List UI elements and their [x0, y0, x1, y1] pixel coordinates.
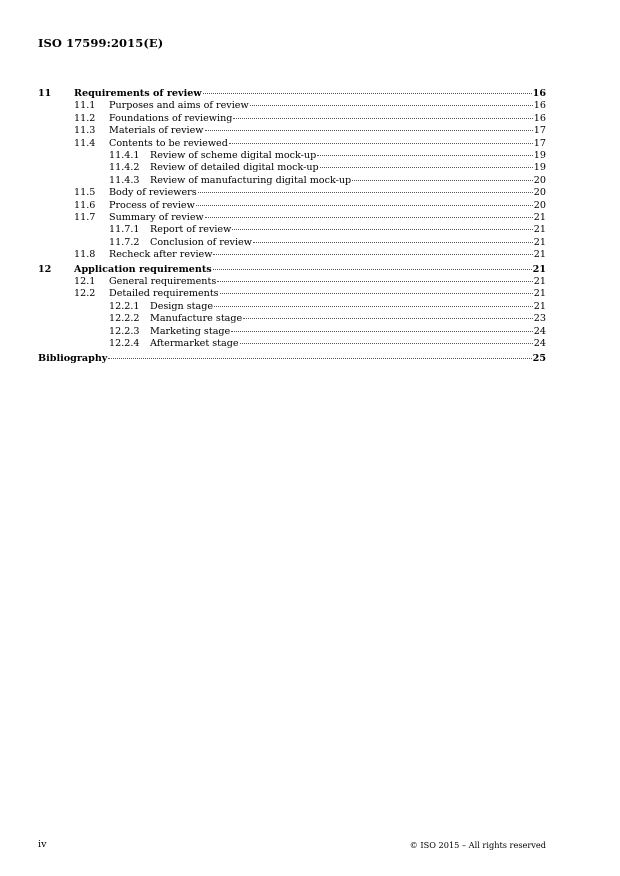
toc-entry-title: Conclusion of review [150, 236, 252, 248]
toc-dot-leader [108, 358, 531, 359]
toc-entry[interactable] [38, 150, 546, 162]
toc-entry-number: 12.2.2 [109, 313, 140, 325]
toc-entry-title: Process of review [109, 199, 195, 211]
toc-entry[interactable] [38, 264, 546, 276]
toc-entry-page: 21 [533, 236, 546, 248]
toc-entry-body [150, 150, 546, 162]
toc-entry-title: Detailed requirements [109, 288, 219, 300]
toc-entry[interactable] [38, 276, 546, 288]
toc-entry[interactable] [38, 125, 546, 137]
toc-entry[interactable] [38, 353, 546, 365]
toc-entry-title: Review of manufacturing digital mock-up [150, 174, 352, 186]
toc-entry-title: Aftermarket stage [150, 338, 239, 349]
toc-entry[interactable] [38, 338, 546, 350]
toc-entry[interactable] [38, 138, 546, 150]
toc-entry-title: Marketing stage [150, 325, 231, 337]
toc-entry-body [150, 326, 546, 338]
toc-dot-leader [214, 306, 533, 307]
toc-entry-number: 12.2.1 [109, 300, 140, 312]
toc-entry-page: 16 [533, 112, 546, 124]
toc-entry-number: 11.4.3 [109, 174, 140, 186]
toc-entry-page: 23 [533, 313, 546, 325]
toc-entry-title: General requirements [109, 276, 217, 288]
toc-entry-body [38, 353, 546, 365]
toc-dot-leader [220, 293, 533, 294]
toc-entry-body [109, 187, 546, 199]
toc-entry-page: 16 [533, 100, 546, 112]
toc-entry-page: 25 [532, 352, 546, 364]
toc-entry-title: Requirements of review [74, 88, 202, 99]
toc-entry-page: 20 [533, 199, 546, 211]
toc-entry-page: 19 [533, 149, 546, 161]
toc-entry-number: 11.2 [74, 112, 96, 124]
toc-entry-title: Body of reviewers [109, 187, 197, 199]
toc-entry-body [74, 264, 546, 276]
toc-entry-number: 11.1 [74, 100, 96, 112]
toc-entry-body [109, 276, 546, 288]
toc-dot-leader [320, 167, 533, 168]
toc-entry-number: 11.6 [74, 199, 96, 211]
toc-entry-page: 19 [533, 162, 546, 174]
toc-entry[interactable] [38, 326, 546, 338]
toc-entry[interactable] [38, 88, 546, 100]
toc-entry-body [109, 249, 546, 261]
toc-entry-page: 21 [533, 249, 546, 261]
toc-entry[interactable] [38, 200, 546, 212]
toc-entry-title: Summary of review [109, 211, 204, 223]
toc-entry-body [74, 88, 546, 100]
toc-dot-leader [243, 318, 533, 319]
toc-entry-number: 12.1 [74, 276, 96, 288]
toc-entry-body [150, 175, 546, 187]
toc-entry-page: 16 [532, 88, 546, 99]
toc-dot-leader [317, 155, 533, 156]
toc-entry[interactable] [38, 237, 546, 249]
toc-entry-number: 11.4 [74, 137, 96, 149]
document-header: ISO 17599:2015(E) [38, 36, 164, 50]
toc-entry-body [109, 113, 546, 125]
toc-entry[interactable] [38, 212, 546, 224]
toc-entry-number: 12.2 [74, 288, 96, 300]
toc-entry[interactable] [38, 162, 546, 174]
toc-entry[interactable] [38, 301, 546, 313]
toc-entry[interactable] [38, 100, 546, 112]
toc-entry-body [109, 125, 546, 137]
toc-entry-number: 11.7 [74, 211, 96, 223]
toc-entry-body [109, 100, 546, 112]
toc-entry-number: 12.2.4 [109, 338, 140, 349]
toc-entry-title: Review of scheme digital mock-up [150, 149, 317, 161]
toc-entry-number: 11.5 [74, 187, 96, 199]
toc-entry[interactable] [38, 113, 546, 125]
toc-entry-page: 17 [533, 125, 546, 137]
toc-dot-leader [250, 105, 533, 106]
toc-entry-title: Foundations of reviewing [109, 112, 233, 124]
toc-dot-leader [196, 205, 533, 206]
toc-entry[interactable] [38, 187, 546, 199]
toc-entry-body [150, 162, 546, 174]
toc-dot-leader [213, 254, 532, 255]
toc-dot-leader [217, 281, 533, 282]
toc-entry-body [109, 212, 546, 224]
toc-dot-leader [198, 192, 533, 193]
toc-dot-leader [205, 130, 533, 131]
toc-entry[interactable] [38, 288, 546, 300]
toc-entry-body [109, 200, 546, 212]
toc-entry-body [150, 338, 546, 350]
toc-entry-number: 12.2.3 [109, 325, 140, 337]
toc-entry-page: 20 [533, 187, 546, 199]
footer-copyright: © ISO 2015 – All rights reserved [409, 840, 546, 850]
toc-entry-body [150, 224, 546, 236]
toc-dot-leader [213, 269, 532, 270]
toc-dot-leader [253, 242, 533, 243]
toc-entry-page: 21 [533, 300, 546, 312]
toc-entry-page: 24 [533, 325, 546, 337]
toc-entry-body [150, 301, 546, 313]
toc-entry-title: Report of review [150, 224, 232, 236]
toc-dot-leader [229, 143, 533, 144]
toc-entry-page: 17 [533, 137, 546, 149]
toc-entry-title: Manufacture stage [150, 313, 243, 325]
toc-entry-page: 21 [532, 263, 546, 275]
toc-entry-body [150, 237, 546, 249]
toc-entry-body [109, 288, 546, 300]
toc-entry-title: Bibliography [38, 352, 108, 364]
toc-entry-title: Application requirements [74, 263, 212, 275]
toc-entry-number: 11.7.1 [109, 224, 140, 236]
toc-entry-number: 11.3 [74, 125, 96, 137]
footer-page-number: iv [38, 839, 47, 850]
toc-entry-title: Recheck after review [109, 249, 213, 261]
toc-entry-title: Purposes and aims of review [109, 100, 249, 112]
toc-entry-page: 21 [533, 288, 546, 300]
toc-dot-leader [233, 118, 532, 119]
toc-entry-number: 11.4.1 [109, 149, 140, 161]
toc-entry-page: 21 [533, 276, 546, 288]
toc-entry-page: 21 [533, 211, 546, 223]
toc-entry-title: Review of detailed digital mock-up [150, 162, 319, 174]
table-of-contents [38, 88, 546, 365]
toc-entry[interactable] [38, 175, 546, 187]
toc-entry[interactable] [38, 313, 546, 325]
toc-entry-number: 12 [38, 263, 52, 275]
toc-entry-page: 20 [533, 174, 546, 186]
toc-dot-leader [240, 343, 533, 344]
toc-dot-leader [231, 331, 533, 332]
toc-dot-leader [205, 217, 533, 218]
toc-entry-number: 11.8 [74, 249, 96, 261]
toc-dot-leader [232, 229, 532, 230]
toc-entry-number: 11 [38, 88, 52, 99]
toc-entry-body [150, 313, 546, 325]
toc-entry-number: 11.4.2 [109, 162, 140, 174]
toc-entry[interactable] [38, 249, 546, 261]
toc-entry-page: 24 [533, 338, 546, 349]
toc-entry-body [109, 138, 546, 150]
toc-entry-title: Materials of review [109, 125, 204, 137]
toc-entry-number: 11.7.2 [109, 236, 140, 248]
toc-entry-title: Design stage [150, 300, 214, 312]
toc-entry-page: 21 [533, 224, 546, 236]
toc-dot-leader [352, 180, 533, 181]
toc-entry-title: Contents to be reviewed [109, 137, 228, 149]
toc-entry[interactable] [38, 224, 546, 236]
toc-dot-leader [203, 93, 532, 94]
